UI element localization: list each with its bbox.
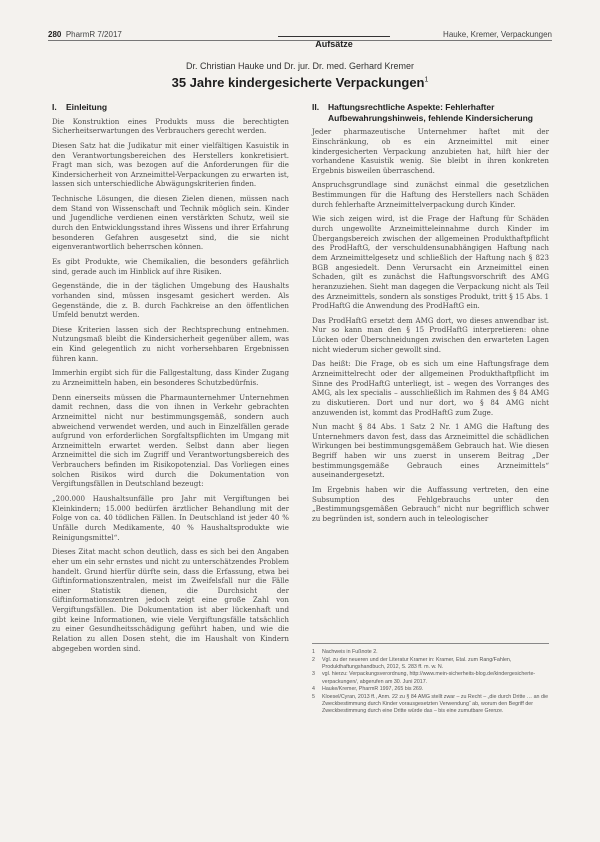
journal-issue: PharmR 7/2017	[65, 30, 122, 39]
footnote-number: 5	[312, 693, 315, 700]
paragraph: Diesen Satz hat die Judikatur mit einer vielfältigen Kasuistik in den Verantwortungsbereichen des Herstellers konkretisiert. Fragt man sich, was bezogen auf die Anforderungen für die Kindersicherheit von Arzneimittel-Verpackungen zu erwarten ist, lassen sich unterschiedliche Abwägungskriterien finden.	[52, 140, 289, 189]
header-left	[48, 30, 122, 39]
left-paragraphs	[52, 117, 289, 654]
paragraph: Das heißt: Die Frage, ob es sich um eine Haftungsfrage dem Arzneimittelrecht oder der allgemeinen Produkthaftpflicht im Sinne des ProdHaftG unterliegt, ist – wegen des Vorranges des AMG, als lex specialis – ausschließlich im Rahmen des § 84 AMG zu diskutieren. Dort und nur dort, wo § 84 AMG nicht anzuwenden ist, kommt das ProdHaftG zum Zuge.	[312, 359, 549, 417]
footnote	[312, 686, 549, 693]
paragraph: Es gibt Produkte, wie Chemikalien, die besonders gefährlich sind, gerade auch im Hinblick auf ihre Risiken.	[52, 256, 289, 276]
footnotes	[312, 643, 549, 716]
section-heading-intro	[52, 102, 289, 113]
paragraph: „200.000 Haushaltsunfälle pro Jahr mit Vergiftungen bei Kleinkindern; 15.000 bedürfen ärztlicher Behandlung mit der Folge von ca. 40 tödlichen Fällen. In Deutschland ist jeder 40 % Unfälle durch Medikamente, 40 % Haushaltsprodukte wie Reinigungsmittel“.	[52, 494, 289, 542]
footnote-text: Hauke/Kremer, PharmR 1997, 265 bis 269.	[322, 686, 424, 693]
article-title-line	[0, 75, 600, 90]
running-head: Hauke, Kremer, Verpackungen	[443, 30, 552, 39]
footnote	[312, 657, 549, 671]
paragraph: Anspruchsgrundlage sind zunächst einmal die gesetzlichen Bestimmungen für die Haftung des Herstellers nach Schäden durch fehlerhafte Arzneimittelverpackung durch Kinder.	[312, 180, 549, 209]
footnote	[312, 671, 549, 685]
footnote-text: Kloesel/Cyran, 2013 ff., Anm. 22 zu § 84 AMG stellt zwar – zu Recht – „die durch Dritte … an die Zweckbestimmung durch Kinder vorausgesetzten Verwendung“ ab, worum den Begriff der Zweckbestimmung durch eine Dritte würde das – bis eine zumutbare Grenze.	[322, 693, 549, 715]
footnote-number: 1	[312, 649, 315, 655]
footnote	[312, 694, 549, 715]
footnote-text: vgl. hierzu: Verpackungsverordnung, http://www.mein-sicherheits-blog.de/kindergesicherte-verpackungen/, abgerufen am 30. Juni 2017.	[322, 671, 536, 685]
heading-number: I.	[52, 102, 57, 112]
heading-text: Haftungsrechtliche Aspekte: Fehlerhafter Aufbewahrungshinweis, fehlende Kindersicherung	[328, 102, 533, 123]
paragraph: Denn einerseits müssen die Pharmaunternehmer Unternehmen damit rechnen, dass die von ihnen in Verkehr gebrachten Arzneimittel nicht nur bestimmungsgemäß, sondern auch abweichend verwendet werden, und auch in Einzelfällen gerade aufgrund von erforderlichen Sorgfaltspflichten im Umgang mit Arzneimitteln erwartet werden. Selbst dann aber liegen Arzneimittel die sich im Zugriff und Verantwortungsbereich des Verbrauchers befinden im Risikopotenzial. Das Vorliegen eines solchen Risikos wird durch die Dokumentation von Vergiftungsfällen in Deutschland bezeugt:	[52, 392, 289, 489]
paragraph: Nun macht § 84 Abs. 1 Satz 2 Nr. 1 AMG die Haftung des Unternehmers davon fest, dass das Arzneimittel die schädlichen Wirkungen bei bestimmungsgemäßem Gebrauch hat. Wie diesen Begriff haben wir uns zuerst in unserem Beitrag „Der bestimmungsgemäße Gebrauch eines Arzneimittels“ auseinandergesetzt.	[312, 422, 549, 480]
right-paragraphs	[312, 127, 549, 523]
footnote-number: 2	[312, 656, 315, 663]
paragraph: Immerhin ergibt sich für die Fallgestaltung, dass Kinder Zugang zu Arzneimitteln haben, ein besonderes Schutzbedürfnis.	[52, 368, 289, 387]
footnote-text: Nachweis in Fußnote 2.	[322, 649, 378, 655]
paragraph: Wie sich zeigen wird, ist die Frage der Haftung für Schäden durch ungewollte Arzneimitteleinnahme durch Kinder im Übergangsbereich zwischen der allgemeinen Produkthaftpflicht des ProdHaftG, der verschuldensunabhängigen Haftung nach dem Arzneimittelgesetz und schließlich der Haftung nach § 823 BGB angesiedelt. Denn Verursacht ein Arzneimittel einen Schaden, gilt es zunächst die Haftungsvorschrift des AMG heranzuziehen. Sieht man dagegen die Verpackung nicht als Teil des Arzneimittels, sondern als sonstiges Produkt, tritt § 15 Abs. 1 ProdHaftG die Anwendung des ProdHaftG ein.	[312, 214, 549, 311]
paragraph: Das ProdHaftG ersetzt dem AMG dort, wo dieses anwendbar ist. Nur so kann man den § 15 ProdHaftG interpretieren: ohne Lücken oder Überschneidungen zwischen den erwarteten Lagen nicht wiederum sicher gewollt sind.	[312, 315, 549, 354]
paragraph: Jeder pharmazeutische Unternehmer haftet mit der Einschränkung, ob es ein Arzneimittel mit einer kindergesicherten Verpackung anzubieten hat, hilft hier der vorhandene Kasuistik wenig. Sie bleibt in ihren konkreten Ergebnis bisweilen überraschend.	[312, 127, 549, 175]
left-column	[52, 102, 289, 658]
right-column	[312, 102, 549, 529]
header-rule	[48, 40, 552, 41]
article-title: 35 Jahre kindergesicherte Verpackungen	[171, 75, 425, 90]
paragraph: Technische Lösungen, die diesen Zielen dienen, müssen nach dem Stand von Wissenschaft und Technik möglich sein. Kinder und Jugendliche verdienen einen verstärkten Schutz, weil sie durch den Entwicklungsstand ihres Wissens und ihrer Erfahrung besonderen Gefahren ausgesetzt sind, die sie nicht eigenverantwortlich beherrschen können.	[52, 194, 289, 252]
article-authors: Dr. Christian Hauke und Dr. jur. Dr. med. Gerhard Kremer	[185, 61, 415, 71]
title-footnote-mark: 1	[424, 76, 429, 84]
paragraph: Im Ergebnis haben wir die Auffassung vertreten, den eine Subsumption des Fehlgebrauchs unter den „Bestimmungsgemäßen Gebrauch“ nicht nur begrifflich schwer zu begründen ist, sondern auch in teleologischer	[312, 485, 549, 523]
paragraph: Gegenstände, die in der täglichen Umgebung des Haushalts vorhanden sind, müssen insgesamt gesichert werden. Als Gegenstände, die z. B. durch Fachkreise an den öffentlichen Umfeld benutzt werden.	[52, 281, 289, 320]
footnote-number: 4	[312, 686, 315, 693]
heading-number: II.	[312, 102, 320, 112]
footnote-number: 3	[312, 671, 315, 678]
paragraph: Diese Kriterien lassen sich der Rechtsprechung entnehmen. Nutzungsmaß bleibt die Kindersicherheit gegenüber allem, was ein Kind gelegentlich zu nicht vorhersehbaren Ergebnissen führen kann.	[52, 324, 289, 363]
paragraph: Die Konstruktion eines Produkts muss die berechtigten Sicherheitserwartungen des Verbrauchers gerecht werden.	[52, 116, 289, 136]
section-heading-liability	[312, 102, 549, 123]
heading-text: Einleitung	[66, 102, 108, 112]
footnote-text: Vgl. zu der neueren und der Literatur Kramer in: Kramer, Etal. zum Rang/Fahlen, Produkthaftungshandbuch, 2012, S. 283 ff. m. w. N.	[322, 656, 512, 670]
section-label: Aufsätze	[278, 36, 390, 49]
footnote	[312, 649, 549, 656]
paragraph: Dieses Zitat macht schon deutlich, dass es sich bei den Angaben eher um ein sehr ernstes und nicht zu unterschätzendes Problem handelt. Grund hierfür dürfte sein, dass die Erfassung, etwa bei Giftinformationszentralen, meist im Zweifelsfall nur die Fälle einer Statistik dienen, die Durchsicht der Giftinformationszentren jedoch zeigt eine große Zahl von Vergiftungsfällen. Die Dokumentation ist aber lückenhaft und gibt keine Informationen, wie viele Vergiftungsfälle tatsächlich zu einer Gesundheitsschädigung geführt haben, und wie die Relation zu allen Dosen steht, die im Haushalt von Kindern abgegeben worden sind.	[52, 547, 289, 653]
page-number: 280	[48, 30, 62, 39]
